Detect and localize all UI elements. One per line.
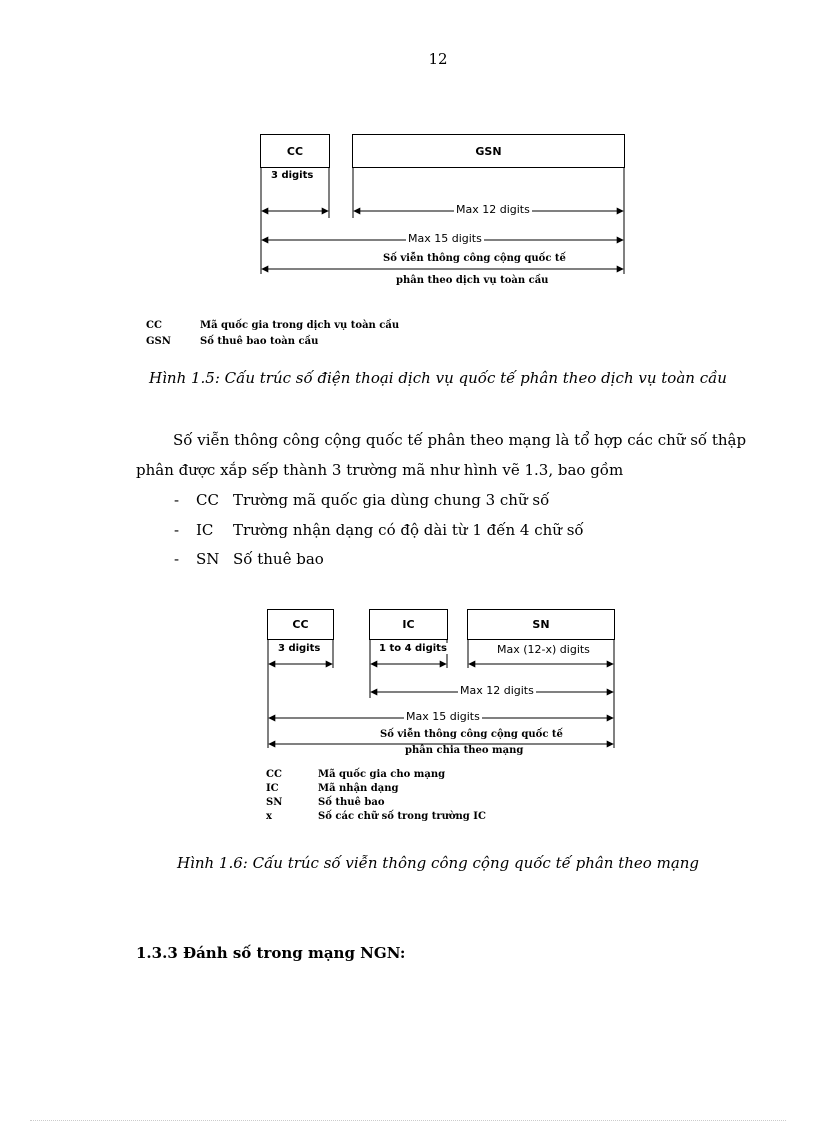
f2-sn-digits: Max (12-x) digits <box>497 643 590 656</box>
max15-label: Max 15 digits <box>408 232 482 245</box>
bullet-dash: - <box>174 550 180 568</box>
page-bottom-border <box>30 1120 786 1121</box>
legend-abbr: CC <box>266 769 282 780</box>
f2-cc-box: CC <box>267 609 334 640</box>
bullet-dash: - <box>174 521 180 539</box>
figure-caption: Hình 1.5: Cấu trúc số điện thoại dịch vụ quốc tế phân theo dịch vụ toàn cầu <box>149 369 727 387</box>
f2-max12-label: Max 12 digits <box>460 684 534 697</box>
f2-desc-line2: phân chia theo mạng <box>405 745 524 756</box>
legend-desc: Số các chữ số trong trường IC <box>318 811 486 822</box>
max12-label: Max 12 digits <box>456 203 530 216</box>
bullet-text: Trường mã quốc gia dùng chung 3 chữ số <box>233 491 550 509</box>
figure-caption: Hình 1.6: Cấu trúc số viễn thông công cộng quốc tế phân theo mạng <box>176 854 700 872</box>
desc-line1: Số viễn thông công cộng quốc tế <box>383 253 566 264</box>
legend-desc: Số thuê bao toàn cầu <box>200 336 319 347</box>
bullet-code: IC <box>196 521 214 539</box>
desc-line2: phân theo dịch vụ toàn cầu <box>396 275 549 286</box>
f2-cc-digits: 3 digits <box>278 643 321 654</box>
legend-desc: Mã quốc gia cho mạng <box>318 769 446 780</box>
bullet-dash: - <box>174 491 180 509</box>
legend-desc: Mã nhận dạng <box>318 783 399 794</box>
f2-ic-box: IC <box>369 609 448 640</box>
f2-ic-digits: 1 to 4 digits <box>379 643 447 654</box>
cc-digits-label: 3 digits <box>271 170 314 181</box>
f2-sn-box: SN <box>467 609 615 640</box>
f2-desc-line1: Số viễn thông công cộng quốc tế <box>380 729 563 740</box>
bullet-code: SN <box>196 550 220 568</box>
cc-box: CC <box>260 134 330 168</box>
bullet-text: Trường nhận dạng có độ dài từ 1 đến 4 chữ số <box>233 521 584 539</box>
page-number: 12 <box>428 50 448 68</box>
legend-desc: Mã quốc gia trong dịch vụ toàn cầu <box>200 320 400 331</box>
legend-abbr: GSN <box>146 336 171 347</box>
legend-abbr: CC <box>146 320 162 331</box>
f2-max15-label: Max 15 digits <box>406 710 480 723</box>
section-heading: 1.3.3 Đánh số trong mạng NGN: <box>136 944 406 962</box>
legend-abbr: SN <box>266 797 283 808</box>
paragraph-line: Số viễn thông công cộng quốc tế phân theo mạng là tổ hợp các chữ số thập <box>173 431 747 449</box>
paragraph-line: phân được xắp sếp thành 3 trường mã như hình vẽ 1.3, bao gồm <box>136 461 624 479</box>
bullet-text: Số thuê bao <box>233 550 324 568</box>
bullet-code: CC <box>196 491 219 509</box>
legend-desc: Số thuê bao <box>318 797 385 808</box>
gsn-box: GSN <box>352 134 625 168</box>
legend-abbr: x <box>266 811 272 822</box>
legend-abbr: IC <box>266 783 279 794</box>
